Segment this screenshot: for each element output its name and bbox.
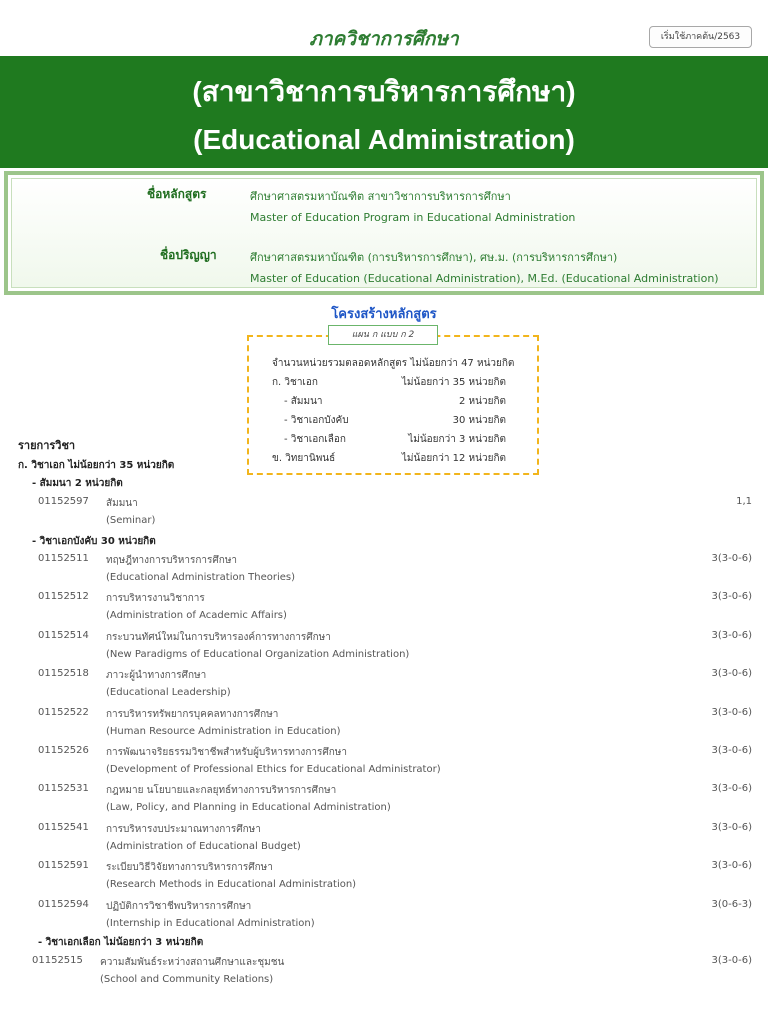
course-code: 01152591 xyxy=(38,860,89,872)
banner-english-title: (Educational Administration) xyxy=(193,124,575,155)
course-name-th: การบริหารงบประมาณทางการศึกษา xyxy=(106,823,261,835)
course-name-en: (New Paradigms of Educational Organization Administration) xyxy=(106,648,410,660)
course-code: 01152515 xyxy=(32,955,83,966)
structure-elective-value: ไม่น้อยกว่า 3 หน่วยกิต xyxy=(408,434,506,445)
course-code: 01152541 xyxy=(38,821,89,833)
course-credit: 3(3-0-6) xyxy=(711,860,752,872)
department-title: ภาควิชาการศึกษา xyxy=(309,28,459,50)
course-credit: 3(3-0-6) xyxy=(711,629,752,641)
major-heading: ก. วิชาเอก ไม่น้อยกว่า 35 หน่วยกิต xyxy=(18,460,175,471)
elective-heading: - วิชาเอกเลือก ไม่น้อยกว่า 3 หน่วยกิต xyxy=(38,937,204,948)
required-heading: - วิชาเอกบังคับ 30 หน่วยกิต xyxy=(32,536,156,547)
course-code: 01152522 xyxy=(38,706,89,718)
course-credit: 3(3-0-6) xyxy=(711,553,752,564)
banner-thai-title: (สาขาวิชาการบริหารการศึกษา) xyxy=(192,76,576,107)
course-code: 01152512 xyxy=(38,591,89,603)
structure-thesis-label: ข. วิทยานิพนธ์ xyxy=(272,453,336,464)
course-code: 01152526 xyxy=(38,745,89,756)
course-name-th: การพัฒนาจริยธรรมวิชาชีพสำหรับผู้บริหารทางการศึกษา xyxy=(106,747,347,758)
structure-title: โครงสร้างหลักสูตร xyxy=(331,307,437,322)
course-list-heading: รายการวิชา xyxy=(18,439,76,452)
course-name-en: (Development of Professional Ethics for Educational Administrator) xyxy=(106,764,441,775)
program-name-label: ชื่อหลักสูตร xyxy=(147,187,207,201)
course-code: 01152597 xyxy=(38,496,89,507)
course-code: 01152514 xyxy=(38,629,89,641)
course-name-en: (Seminar) xyxy=(106,515,156,526)
program-name-th: ศึกษาศาสตรมหาบัณฑิต สาขาวิชาการบริหารการศึกษา xyxy=(250,190,511,203)
course-credit: 3(3-0-6) xyxy=(711,668,752,680)
course-name-th: ระเบียบวิธีวิจัยทางการบริหารการศึกษา xyxy=(106,862,273,874)
course-name-en: (Administration of Educational Budget) xyxy=(106,840,301,852)
course-name-th: สัมมนา xyxy=(106,498,138,509)
course-name-th: การบริหารทรัพยากรบุคคลทางการศึกษา xyxy=(106,708,279,720)
course-credit: 3(3-0-6) xyxy=(711,745,752,756)
structure-total-line: จำนวนหน่วยรวมตลอดหลักสูตร ไม่น้อยกว่า 47 หน่วยกิต xyxy=(272,358,515,369)
course-credit: 3(0-6-3) xyxy=(711,898,752,910)
course-code: 01152511 xyxy=(38,553,89,564)
seminar-heading: - สัมมนา 2 หน่วยกิต xyxy=(32,478,123,489)
start-semester-badge: เริ่มใช้ภาคต้น/2563 xyxy=(649,26,752,48)
structure-required-label: - วิชาเอกบังคับ xyxy=(284,415,349,426)
structure-elective-label: - วิชาเอกเลือก xyxy=(284,434,346,445)
degree-th: ศึกษาศาสตรมหาบัณฑิต (การบริหารการศึกษา), ศษ.ม. (การบริหารการศึกษา) xyxy=(250,251,618,264)
structure-required-value: 30 หน่วยกิต xyxy=(452,415,506,426)
course-name-th: ทฤษฎีทางการบริหารการศึกษา xyxy=(106,555,238,566)
degree-en: Master of Education (Educational Administration), M.Ed. (Educational Administration) xyxy=(250,272,719,285)
course-name-en: (Educational Administration Theories) xyxy=(106,572,295,583)
course-name-en: (School and Community Relations) xyxy=(100,974,274,985)
course-credit: 1,1 xyxy=(736,496,752,507)
course-name-en: (Human Resource Administration in Education) xyxy=(106,725,341,737)
course-credit: 3(3-0-6) xyxy=(711,783,752,795)
course-credit: 3(3-0-6) xyxy=(711,591,752,603)
structure-major-value: ไม่น้อยกว่า 35 หน่วยกิต xyxy=(401,377,506,388)
course-code: 01152531 xyxy=(38,783,89,795)
course-credit: 3(3-0-6) xyxy=(711,821,752,833)
structure-major-label: ก. วิชาเอก xyxy=(272,377,318,388)
structure-seminar-label: - สัมมนา xyxy=(284,396,323,407)
course-credit: 3(3-0-6) xyxy=(711,706,752,718)
course-name-th: กฎหมาย นโยบายและกลยุทธ์ทางการบริหารการศึกษา xyxy=(106,785,337,797)
course-name-th: ความสัมพันธ์ระหว่างสถานศึกษาและชุมชน xyxy=(100,957,285,968)
course-name-en: (Administration of Academic Affairs) xyxy=(106,610,287,622)
course-code: 01152594 xyxy=(38,898,89,910)
structure-thesis-value: ไม่น้อยกว่า 12 หน่วยกิต xyxy=(401,453,506,464)
structure-seminar-value: 2 หน่วยกิต xyxy=(459,396,506,407)
course-name-en: (Research Methods in Educational Administration) xyxy=(106,879,357,891)
course-name-en: (Law, Policy, and Planning in Educational Administration) xyxy=(106,802,391,814)
course-name-en: (Internship in Educational Administration) xyxy=(106,917,315,929)
course-name-th: ภาวะผู้นำทางการศึกษา xyxy=(106,670,207,682)
course-name-en: (Educational Leadership) xyxy=(106,687,231,699)
course-credit: 3(3-0-6) xyxy=(711,955,752,966)
course-name-th: การบริหารงานวิชาการ xyxy=(106,593,205,605)
course-code: 01152518 xyxy=(38,668,89,680)
degree-label: ชื่อปริญญา xyxy=(160,248,217,262)
program-name-en: Master of Education Program in Educational Administration xyxy=(250,211,576,224)
plan-label: แผน ก แบบ ก 2 xyxy=(328,325,438,345)
course-name-th: กระบวนทัศน์ใหม่ในการบริหารองค์การทางการศึกษา xyxy=(106,631,331,643)
course-name-th: ปฏิบัติการวิชาชีพบริหารการศึกษา xyxy=(106,900,252,912)
